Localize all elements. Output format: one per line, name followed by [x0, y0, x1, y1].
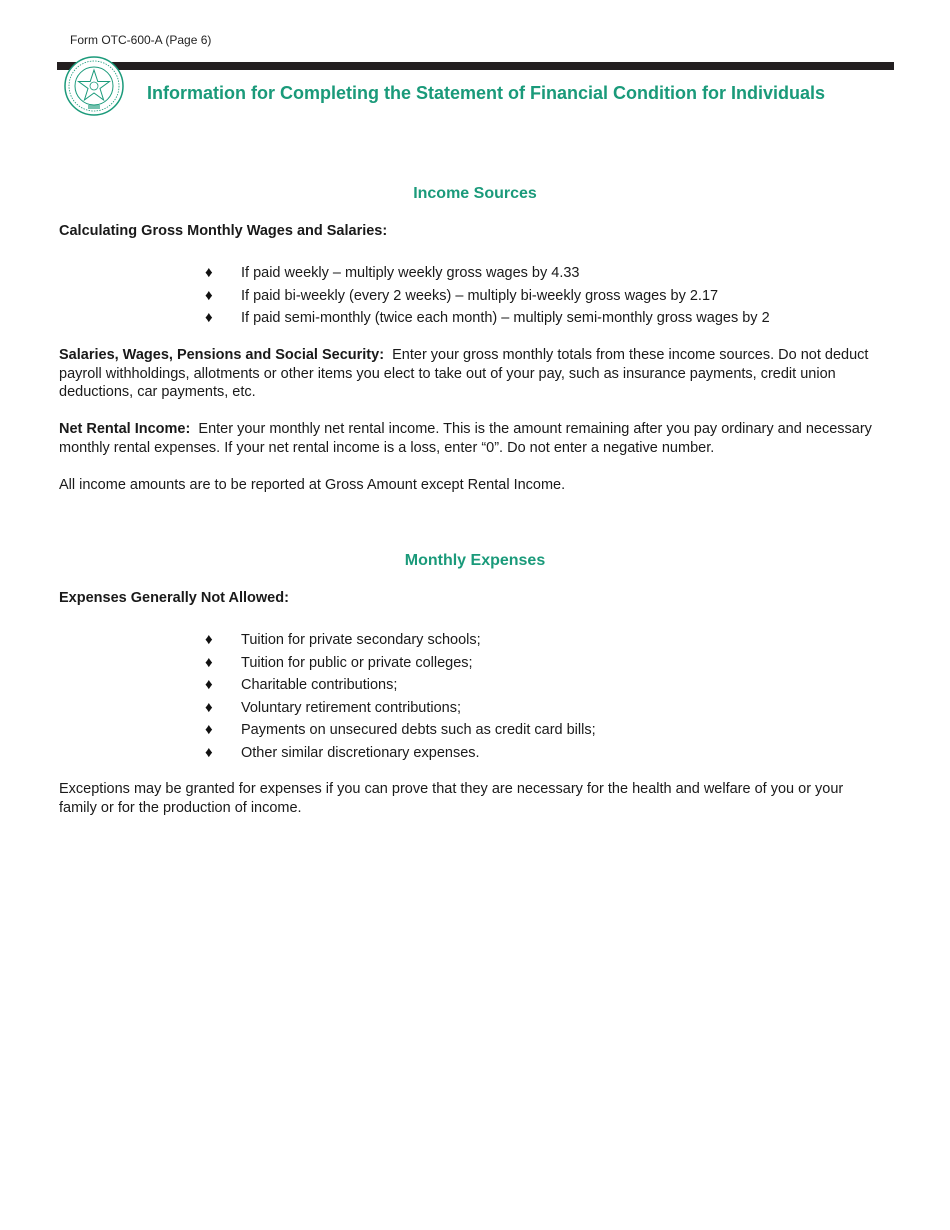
- list-item: ♦ Tuition for private secondary schools;: [205, 631, 481, 648]
- diamond-bullet-icon: ♦: [205, 631, 213, 648]
- salaries-paragraph: [59, 346, 879, 402]
- list-item: ♦ Voluntary retirement contributions;: [205, 698, 462, 716]
- form-id: Form OTC-600-A (Page 6): [70, 33, 212, 47]
- monthly-expenses-heading: Monthly Expenses: [404, 552, 546, 569]
- diamond-bullet-icon: ♦: [205, 286, 213, 304]
- salaries-label: Salaries, Wages, Pensions and Social Security:: [59, 347, 385, 363]
- header-bar: [57, 62, 894, 70]
- income-sources-heading: Income Sources: [413, 185, 537, 202]
- rental-label: Net Rental Income:: [59, 421, 191, 437]
- diamond-bullet-icon: ♦: [205, 698, 213, 716]
- list-item: ♦ Charitable contributions;: [205, 676, 398, 693]
- expense-bullet-list: [205, 630, 596, 765]
- oklahoma-state-seal-icon: [63, 55, 125, 117]
- rental-text: Enter your monthly net rental income. This is the amount remaining after you pay ordinary and necessary monthly rental expenses. If your net rental income is a loss, enter “0”. Do not enter a negative number.: [59, 421, 872, 456]
- diamond-bullet-icon: ♦: [205, 653, 213, 671]
- diamond-bullet-icon: ♦: [205, 721, 213, 738]
- page-title: Information for Completing the Statement of Financial Condition for Individuals: [147, 83, 825, 103]
- list-item: ♦ Tuition for public or private colleges;: [205, 653, 473, 671]
- salaries-text: Enter your gross monthly totals from these income sources. Do not deduct payroll withholdings, allotments or other items you elect to take out of your pay, such as insurance payments, credit union deductions, car payments, etc.: [59, 347, 869, 400]
- diamond-bullet-icon: ♦: [205, 676, 213, 693]
- diamond-bullet-icon: ♦: [205, 309, 213, 326]
- rental-paragraph: [59, 420, 879, 457]
- list-item: ♦ If paid weekly – multiply weekly gross wages by 4.33: [205, 264, 580, 281]
- diamond-bullet-icon: ♦: [205, 743, 213, 761]
- not-allowed-subheading: Expenses Generally Not Allowed:: [59, 590, 289, 606]
- list-item: ♦ If paid bi-weekly (every 2 weeks) – multiply bi-weekly gross wages by 2.17: [205, 286, 719, 304]
- list-item: ♦ Other similar discretionary expenses.: [205, 743, 480, 761]
- wage-bullet-list: [205, 263, 770, 331]
- list-item: ♦ Payments on unsecured debts such as credit card bills;: [205, 721, 596, 738]
- gross-amount-note: All income amounts are to be reported at Gross Amount except Rental Income.: [59, 477, 566, 493]
- exceptions-paragraph: Exceptions may be granted for expenses if you can prove that they are necessary for the health and welfare of you or your family or for the production of income.: [59, 781, 844, 816]
- wages-subheading: Calculating Gross Monthly Wages and Salaries:: [59, 223, 388, 239]
- list-item: ♦ If paid semi-monthly (twice each month) – multiply semi-monthly gross wages by 2: [205, 309, 770, 326]
- diamond-bullet-icon: ♦: [205, 264, 213, 281]
